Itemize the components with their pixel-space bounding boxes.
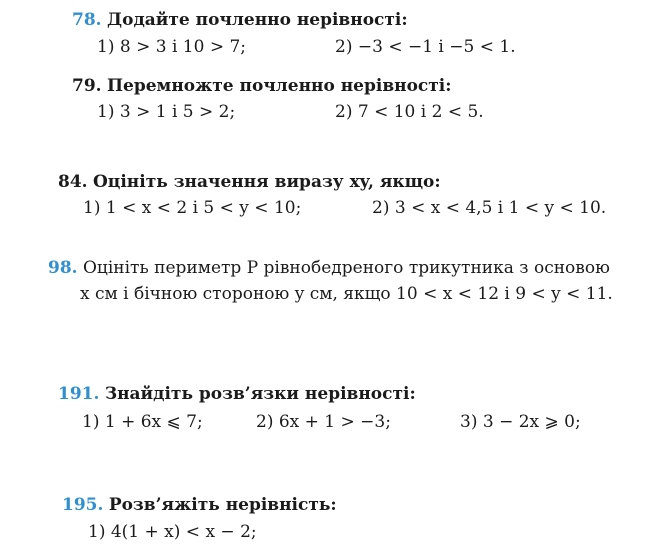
exercise-title: Оцініть значення виразу xy, якщо: [92,172,441,192]
exercise-title: Знайдіть розв’язки нерівності: [104,384,416,404]
exercise-79-header [72,76,452,96]
exercise-number: 78. [72,10,102,30]
exercise-84-item-1: 1) 1 < x < 2 і 5 < y < 10; [83,198,302,218]
exercise-191-header [58,384,416,404]
exercise-title: Розв’яжіть нерівність: [108,495,337,515]
exercise-number: 98. [48,258,78,278]
exercise-number: 195. [62,495,104,515]
exercise-number: 191. [58,384,100,404]
exercise-195-item-1: 1) 4(1 + x) < x − 2; [88,522,257,542]
exercise-191-item-3: 3) 3 − 2x ⩾ 0; [460,412,581,432]
exercise-78-header [72,10,408,30]
exercise-78-item-1: 1) 8 > 3 і 10 > 7; [97,37,247,57]
exercise-title: Перемножте почленно нерівності: [106,76,452,96]
exercise-number: 79. [72,76,102,96]
exercise-79-item-2: 2) 7 < 10 і 2 < 5. [335,102,484,122]
exercise-number: 84. [58,172,88,192]
exercise-195-header [62,495,337,515]
exercise-title: Додайте почленно нерівності: [106,10,408,30]
exercise-78-item-2: 2) −3 < −1 і −5 < 1. [335,37,516,57]
exercise-98-continuation: x см і бічною стороною y см, якщо 10 < x < 12 і 9 < y < 11. [80,284,613,304]
exercise-84-item-2: 2) 3 < x < 4,5 і 1 < y < 10. [372,198,607,218]
exercise-84-header [58,172,441,192]
exercise-191-item-2: 2) 6x + 1 > −3; [256,412,391,432]
exercise-title: Оцініть периметр P рівнобедреного трикутника з основою [82,258,610,278]
exercise-191-item-1: 1) 1 + 6x ⩽ 7; [82,412,203,432]
exercise-98-header [48,258,610,278]
exercise-79-item-1: 1) 3 > 1 і 5 > 2; [97,102,236,122]
